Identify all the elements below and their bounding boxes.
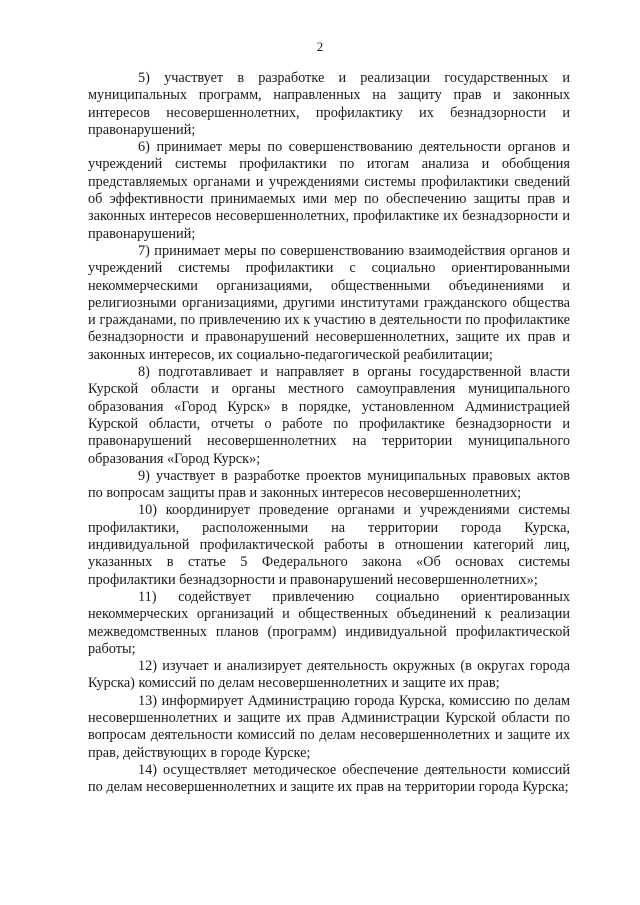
paragraph-item-6: 6) принимает меры по совершенствованию деятельности органов и учреждений системы профилактики по итогам анализа и обобщения представляемых органами и учреждениями системы профилактики сведений об эффективности принимаемых ими мер по обеспечению защиты прав и законных интересов несовершеннолетних, профилактике их безнадзорности и правонарушений; <box>88 139 570 242</box>
paragraph-item-14: 14) осуществляет методическое обеспечение деятельности комиссий по делам несовершеннолетних и защите их прав на территории города Курска; <box>88 761 570 796</box>
paragraph-item-8: 8) подготавливает и направляет в органы государственной власти Курской области и органы местного самоуправления муниципального образования «Город Курск» в порядке, установленном Администрацией Курской области, отчеты о работе по профилактике безнадзорности и правонарушений несовершеннолетних на территории муниципального образования «Город Курск»; <box>88 364 570 467</box>
document-body <box>88 70 570 796</box>
paragraph-item-12: 12) изучает и анализирует деятельность окружных (в округах города Курска) комиссий по делам несовершеннолетних и защите их прав; <box>88 658 570 692</box>
paragraph-item-13: 13) информирует Администрацию города Курска, комиссию по делам несовершеннолетних и защите их прав Администрации Курской области по вопросам деятельности комиссий по делам несовершеннолетних и защите их прав, действующих в городе Курске; <box>88 692 570 761</box>
paragraph-item-10: 10) координирует проведение органами и учреждениями системы профилактики, расположенными на территории города Курска, индивидуальной профилактической работы в отношении категорий лиц, указанных в статье 5 Федерального закона «Об основах системы профилактики безнадзорности и правонарушений несовершеннолетних»; <box>88 502 570 588</box>
page-number: 2 <box>316 39 324 54</box>
paragraph-item-9: 9) участвует в разработке проектов муниципальных правовых актов по вопросам защиты прав и законных интересов несовершеннолетних; <box>88 467 570 502</box>
paragraph-item-11: 11) содействует привлечению социально ориентированных некоммерческих организаций и общественных объединений к реализации межведомственных планов (программ) индивидуальной профилактической работы; <box>88 588 570 657</box>
paragraph-item-5: 5) участвует в разработке и реализации государственных и муниципальных программ, направленных на защиту прав и законных интересов несовершеннолетних, профилактику их безнадзорности и правонарушений; <box>88 70 570 138</box>
paragraph-item-7: 7) принимает меры по совершенствованию взаимодействия органов и учреждений системы профилактики с социально ориентированными некоммерческими организациями, общественными объединениями и религиозными организациями, другими институтами гражданского общества и гражданами, по привлечению их к участию в деятельности по профилактике безнадзорности и правонарушений несовершеннолетних, защите их прав и законных интересов, их социально-педагогической реабилитации; <box>88 242 570 363</box>
